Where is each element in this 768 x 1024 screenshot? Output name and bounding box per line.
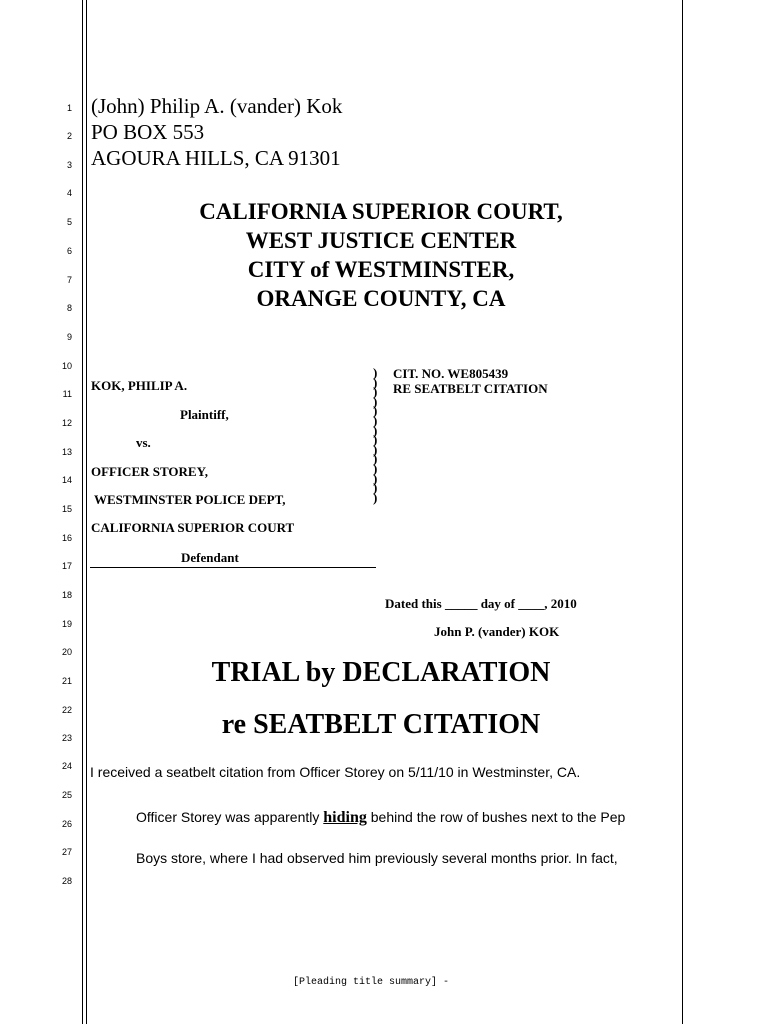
line-number: 7 <box>66 275 72 285</box>
line-number: 3 <box>66 160 72 170</box>
line-number: 4 <box>66 188 72 198</box>
header-name: (John) Philip A. (vander) Kok <box>91 94 343 118</box>
defendant-court: CALIFORNIA SUPERIOR COURT <box>91 520 295 535</box>
line-number: 14 <box>61 475 72 485</box>
court-line4: ORANGE COUNTY, CA <box>256 286 506 311</box>
versus-label: vs. <box>136 435 151 450</box>
line-number: 24 <box>61 761 72 771</box>
body-p2-after: behind the row of bushes next to the Pep <box>366 809 626 825</box>
citation-number: CIT. NO. WE805439 <box>393 366 509 381</box>
body-paragraph-2 <box>136 809 625 827</box>
line-number: 6 <box>66 246 72 256</box>
citation-subject: RE SEATBELT CITATION <box>393 381 548 396</box>
line-number: 12 <box>61 418 72 428</box>
line-number: 18 <box>61 590 72 600</box>
court-line2: WEST JUSTICE CENTER <box>245 228 517 253</box>
plaintiff-label: Plaintiff, <box>180 407 229 422</box>
page-footer: [Pleading title summary] - <box>293 977 450 988</box>
line-number: 27 <box>61 847 72 857</box>
header-address-line2: AGOURA HILLS, CA 91301 <box>91 146 341 170</box>
line-number: 9 <box>66 332 72 342</box>
defendant-police-dept: WESTMINSTER POLICE DEPT, <box>94 492 286 507</box>
line-number: 5 <box>66 217 72 227</box>
line-number: 21 <box>61 676 72 686</box>
left-margin-rule-inner <box>86 0 87 1024</box>
right-margin-rule <box>682 0 683 1024</box>
body-p2-before: Officer Storey was apparently <box>136 809 324 825</box>
line-number: 1 <box>66 103 72 113</box>
left-margin-rule-outer <box>82 0 83 1024</box>
line-number: 11 <box>62 389 72 399</box>
line-number: 22 <box>61 705 72 715</box>
defendant-officer: OFFICER STOREY, <box>91 464 209 479</box>
body-paragraph-3: Boys store, where I had observed him previously several months prior. In fact, <box>136 850 618 866</box>
line-number: 19 <box>61 619 72 629</box>
court-line1: CALIFORNIA SUPERIOR COURT, <box>199 199 563 224</box>
document-title-line1: TRIAL by DECLARATION <box>211 657 551 688</box>
line-number: 10 <box>61 361 72 371</box>
dated-line: Dated this _____ day of ____, 2010 <box>385 596 577 611</box>
signer-name: John P. (vander) KOK <box>434 624 560 639</box>
line-number: 17 <box>61 561 72 571</box>
emphasis-hiding: hiding <box>323 809 367 826</box>
court-line3: CITY of WESTMINSTER, <box>247 257 515 282</box>
line-number: 28 <box>61 876 72 886</box>
plaintiff-name: KOK, PHILIP A. <box>91 378 188 393</box>
caption-underline <box>90 567 376 568</box>
line-number: 16 <box>61 533 72 543</box>
line-number: 23 <box>61 733 72 743</box>
line-number: 26 <box>61 819 72 829</box>
body-paragraph-1: I received a seatbelt citation from Officer Storey on 5/11/10 in Westminster, CA. <box>90 764 581 780</box>
line-number: 20 <box>61 647 72 657</box>
document-title-line2: re SEATBELT CITATION <box>221 709 541 740</box>
line-number: 13 <box>61 447 72 457</box>
line-number: 15 <box>61 504 72 514</box>
header-address-line1: PO BOX 553 <box>91 120 205 144</box>
line-number: 8 <box>66 303 72 313</box>
line-number: 2 <box>66 131 72 141</box>
defendant-label: Defendant <box>181 550 239 565</box>
line-number: 25 <box>61 790 72 800</box>
caption-parentheses: ) ) ) ) ) ) ) ) ) ) ) ) ) ) <box>373 365 378 505</box>
